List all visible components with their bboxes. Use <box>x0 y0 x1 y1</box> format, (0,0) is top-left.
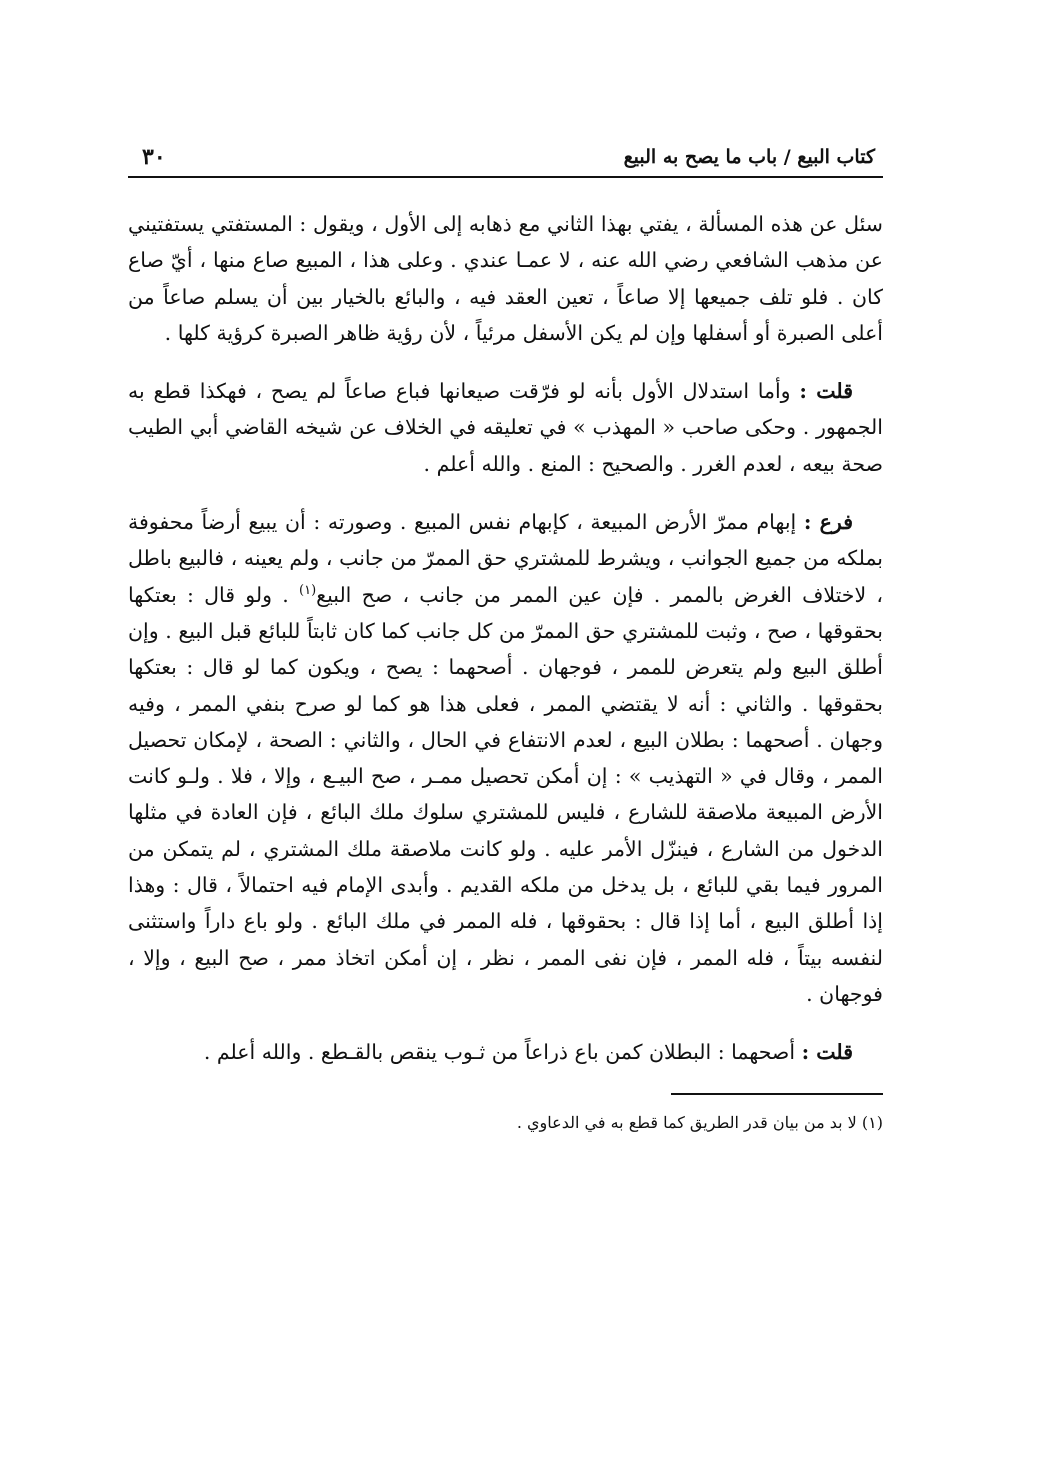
header-rule <box>128 176 883 178</box>
paragraph-3 <box>128 504 883 1012</box>
main-text <box>128 206 883 1071</box>
paragraph-2 <box>128 373 883 482</box>
paragraph-3-text-b: . ولو قال : بعتكها بحقوقها ، صح ، وثبت للمشتري حق الممرّ من كل جانب كما كان ثابتاً للبائع قبل البيع . وإن أطلق البيع ولم يتعرض للممر ، فوجهان . أصحهما : يصح ، ويكون كما لو قال : بعتكها بحقوقها . والثاني : أنه لا يقتضي الممر ، فعلى هذا هو كما لو صرح بنفي الممر ، وفيه وجهان . أصحهما : بطلان البيع ، لعدم الانتفاع في الحال ، والثاني : الصحة ، لإمكان تحصيل الممر ، وقال في « التهذيب » : إن أمكن تحصيل ممـر ، صح البيـع ، وإلا ، فلا . ولـو كانت الأرض المبيعة ملاصقة للشارع ، فليس للمشتري سلوك ملك البائع ، فإن العادة في مثلها الدخول من الشارع ، فينزّل الأمر عليه . ولو كانت ملاصقة ملك المشتري ، لم يتمكن من المرور فيما بقي للبائع ، بل يدخل من ملكه القديم . وأبدى الإمام فيه احتمالاً ، قال : وهذا إذا أطلق البيع ، أما إذا قال : بحقوقها ، فله الممر في ملك البائع . ولو باع داراً واستثنى لنفسه بيتاً ، فله الممر ، فإن نفى الممر ، نظر ، إن أمكن اتخاذ ممر ، صح البيع ، وإلا ، فوجهان . <box>128 582 884 1006</box>
footnote-rule <box>671 1093 883 1095</box>
running-header <box>128 138 883 178</box>
paragraph-4-lead: قلت : <box>801 1040 853 1065</box>
paragraph-1 <box>128 206 883 351</box>
paragraph-3-text-a: إبهام ممرّ الأرض المبيعة ، كإبهام نفس المبيع . وصورته : أن يبيع أرضاً محفوفة بملكه من جميع الجوانب ، ويشرط للمشتري حق الممرّ من جانب ، ولم يعينه ، فالبيع باطل ، لاختلاف الغرض بالممر . فإن عين الممر من جانب ، صح البيع <box>128 510 883 607</box>
book-page <box>128 138 883 1137</box>
footnote-reference: (١) <box>299 582 317 598</box>
paragraph-2-text: وأما استدلال الأول بأنه لو فرّقت صيعانها فباع صاعاً لم يصح ، فهكذا قطع به الجمهور . وحكى صاحب « المهذب » في تعليقه في الخلاف عن شيخه القاضي أبي الطيب صحة بيعه ، لعدم الغرر . والصحيح : المنع . والله أعلم . <box>128 379 883 476</box>
footnote <box>128 1109 883 1137</box>
paragraph-2-lead: قلت : <box>799 379 853 404</box>
footnote-text: لا بد من بيان قدر الطريق كما قطع به في الدعاوي . <box>516 1112 857 1132</box>
page-number: ٣٠ <box>142 144 166 170</box>
paragraph-1-text: سئل عن هذه المسألة ، يفتي بهذا الثاني مع ذهابه إلى الأول ، ويقول : المستفتي يستفتيني عن مذهب الشافعي رضي الله عنه ، لا عمـا عندي . وعلى هذا ، المبيع صاع منها ، أيّ صاع كان . فلو تلف جميعها إلا صاعاً ، تعين العقد فيه ، والبائع بالخيار بين أن يسلم صاعاً من أعلى الصبرة أو أسفلها وإن لم يكن الأسفل مرئياً ، لأن رؤية ظاهر الصبرة كرؤية كلها . <box>128 212 883 345</box>
paragraph-4 <box>128 1034 883 1070</box>
header-title: كتاب البيع / باب ما يصح به البيع <box>623 146 875 168</box>
footnote-marker: (١) <box>861 1112 883 1132</box>
paragraph-4-text: أصحهما : البطلان كمن باع ذراعاً من ثـوب ينقص بالقـطع . والله أعلم . <box>203 1040 796 1065</box>
paragraph-3-lead: فرع : <box>803 510 854 535</box>
